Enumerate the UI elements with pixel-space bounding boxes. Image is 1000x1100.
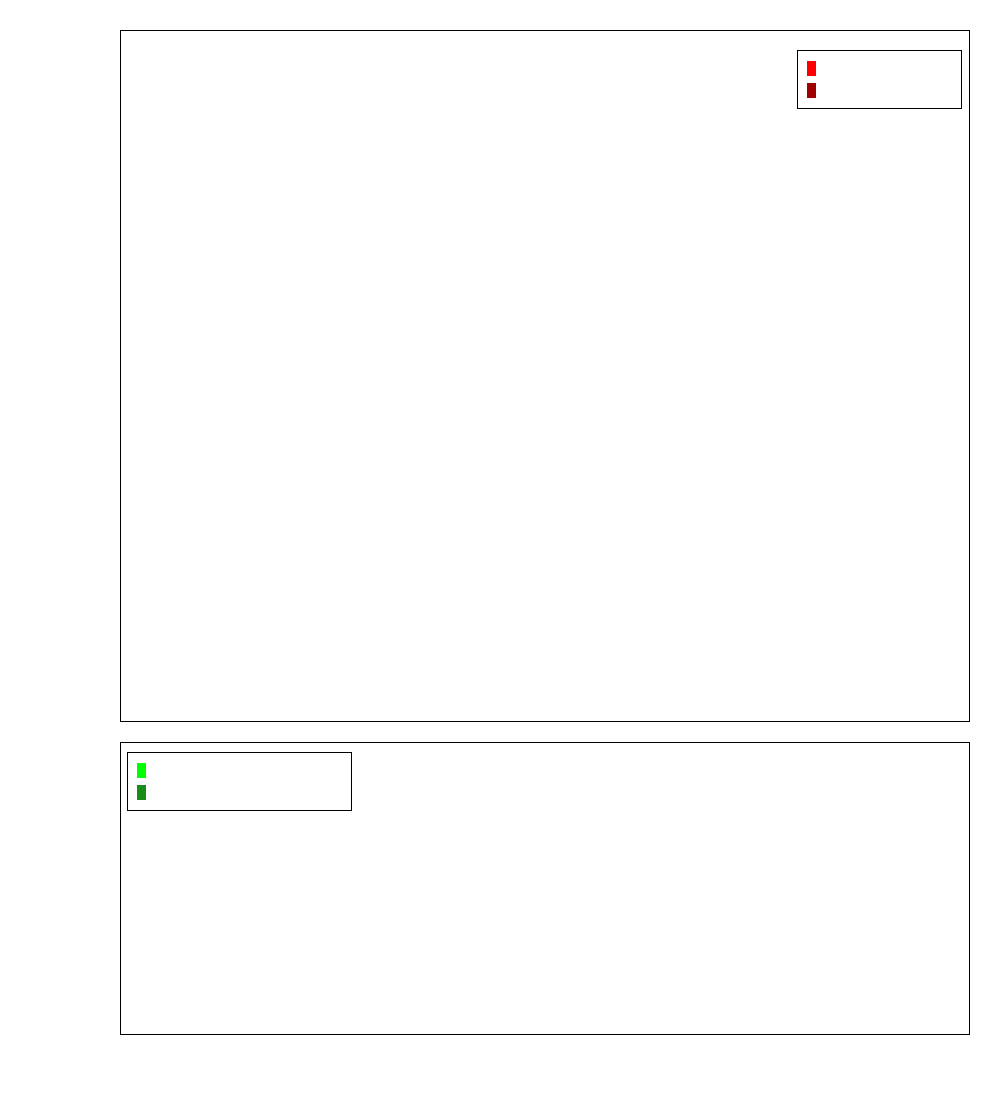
participation-swatch [807,61,816,76]
available-swatch [137,763,146,778]
bars-top [121,31,969,721]
nucleation-swatch [807,83,816,98]
legend-item-nucleation [807,79,952,101]
legend-item-participation [807,57,952,79]
legend-item-available [137,759,342,781]
legend-bottom [127,752,352,811]
legend-item-utilized [137,781,342,803]
utilized-swatch [137,785,146,800]
incremental-rate-plot [120,30,970,722]
legend-top [797,50,962,109]
